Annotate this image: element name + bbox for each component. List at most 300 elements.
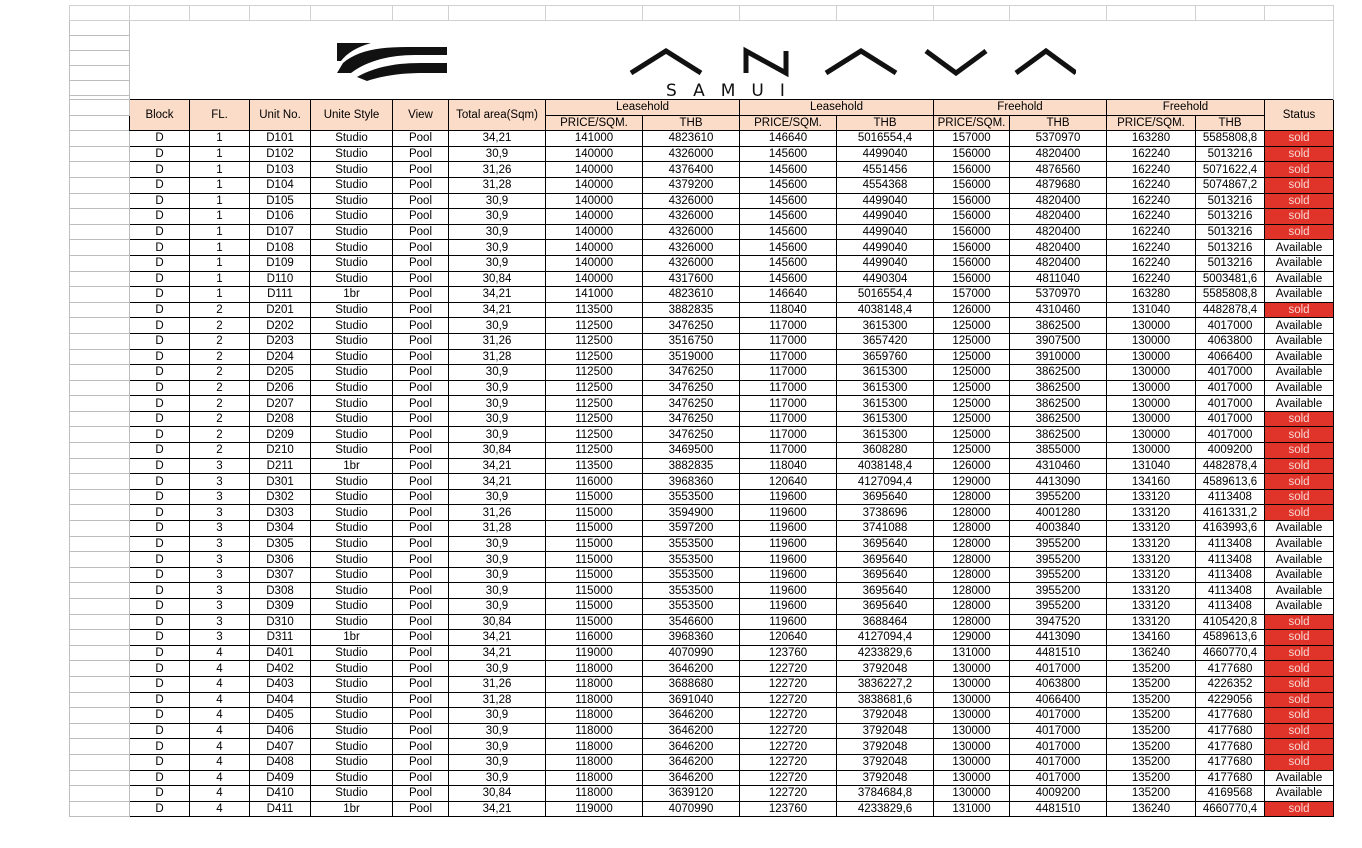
cell-freehold-price-sqm[interactable]: 128000 xyxy=(934,567,1010,583)
cell-freehold2-price-sqm[interactable]: 135200 xyxy=(1107,770,1196,786)
cell-unite-style[interactable]: Studio xyxy=(311,754,393,770)
cell-leasehold2-thb[interactable]: 3792048 xyxy=(837,739,934,755)
cell-freehold-price-sqm[interactable]: 128000 xyxy=(934,536,1010,552)
cell-freehold2-price-sqm[interactable]: 135200 xyxy=(1107,661,1196,677)
cell-freehold-price-sqm[interactable]: 125000 xyxy=(934,396,1010,412)
cell-unit-no[interactable]: D310 xyxy=(250,614,311,630)
cell-unit-no[interactable]: D305 xyxy=(250,536,311,552)
cell-leasehold-thb[interactable]: 3476250 xyxy=(643,318,740,334)
cell-freehold2-thb[interactable]: 4113408 xyxy=(1196,536,1265,552)
cell-view[interactable]: Pool xyxy=(393,676,449,692)
cell-leasehold2-price-sqm[interactable]: 119600 xyxy=(740,521,837,537)
cell-floor[interactable]: 4 xyxy=(190,661,250,677)
cell-view[interactable]: Pool xyxy=(393,411,449,427)
cell-status[interactable]: sold xyxy=(1265,505,1334,521)
cell-block[interactable]: D xyxy=(130,365,190,381)
cell-leasehold-thb[interactable]: 3516750 xyxy=(643,333,740,349)
cell-leasehold-price-sqm[interactable]: 140000 xyxy=(546,271,643,287)
cell-freehold-price-sqm[interactable]: 157000 xyxy=(934,287,1010,303)
cell-freehold-price-sqm[interactable]: 125000 xyxy=(934,380,1010,396)
cell-freehold-price-sqm[interactable]: 156000 xyxy=(934,224,1010,240)
cell-freehold-thb[interactable]: 3910000 xyxy=(1010,349,1107,365)
cell-view[interactable]: Pool xyxy=(393,162,449,178)
cell-freehold2-thb[interactable]: 4113408 xyxy=(1196,489,1265,505)
cell-freehold-thb[interactable]: 3862500 xyxy=(1010,396,1107,412)
cell-freehold2-thb[interactable]: 5013216 xyxy=(1196,224,1265,240)
cell-leasehold2-price-sqm[interactable]: 123760 xyxy=(740,645,837,661)
cell-view[interactable]: Pool xyxy=(393,583,449,599)
cell-leasehold2-thb[interactable]: 4499040 xyxy=(837,224,934,240)
cell-leasehold-price-sqm[interactable]: 118000 xyxy=(546,739,643,755)
cell-block[interactable]: D xyxy=(130,474,190,490)
cell-block[interactable]: D xyxy=(130,224,190,240)
cell-block[interactable]: D xyxy=(130,521,190,537)
cell-leasehold-thb[interactable]: 3594900 xyxy=(643,505,740,521)
row-header[interactable] xyxy=(70,193,130,209)
cell-freehold2-thb[interactable]: 4105420,8 xyxy=(1196,614,1265,630)
cell-leasehold-thb[interactable]: 3646200 xyxy=(643,770,740,786)
cell-unit-no[interactable]: D404 xyxy=(250,692,311,708)
cell-freehold2-thb[interactable]: 4177680 xyxy=(1196,661,1265,677)
cell-total-area[interactable]: 30,9 xyxy=(449,240,546,256)
row-header[interactable] xyxy=(70,427,130,443)
cell-leasehold-price-sqm[interactable]: 118000 xyxy=(546,692,643,708)
cell-floor[interactable]: 2 xyxy=(190,349,250,365)
row-header[interactable] xyxy=(70,396,130,412)
cell-total-area[interactable]: 30,9 xyxy=(449,318,546,334)
cell-total-area[interactable]: 30,9 xyxy=(449,536,546,552)
cell-leasehold-thb[interactable]: 4326000 xyxy=(643,240,740,256)
cell-unit-no[interactable]: D406 xyxy=(250,723,311,739)
cell-freehold2-price-sqm[interactable]: 133120 xyxy=(1107,536,1196,552)
cell-leasehold2-thb[interactable]: 5016554,4 xyxy=(837,131,934,147)
cell-freehold-thb[interactable]: 3955200 xyxy=(1010,567,1107,583)
cell-status[interactable]: Available xyxy=(1265,396,1334,412)
cell-total-area[interactable]: 31,28 xyxy=(449,177,546,193)
cell-freehold-thb[interactable]: 3862500 xyxy=(1010,427,1107,443)
cell-leasehold2-price-sqm[interactable]: 122720 xyxy=(740,786,837,802)
cell-unite-style[interactable]: Studio xyxy=(311,411,393,427)
cell-floor[interactable]: 2 xyxy=(190,333,250,349)
cell-unit-no[interactable]: D102 xyxy=(250,146,311,162)
row-header[interactable] xyxy=(70,661,130,677)
cell-floor[interactable]: 1 xyxy=(190,131,250,147)
cell-unite-style[interactable]: Studio xyxy=(311,333,393,349)
cell-block[interactable]: D xyxy=(130,287,190,303)
cell-status[interactable]: sold xyxy=(1265,630,1334,646)
cell-view[interactable]: Pool xyxy=(393,240,449,256)
cell-total-area[interactable]: 34,21 xyxy=(449,131,546,147)
cell-freehold2-price-sqm[interactable]: 130000 xyxy=(1107,411,1196,427)
header-sub-price-sqm[interactable]: PRICE/SQM. xyxy=(1107,115,1196,131)
cell-leasehold-thb[interactable]: 3882835 xyxy=(643,302,740,318)
cell-block[interactable]: D xyxy=(130,536,190,552)
cell-leasehold2-price-sqm[interactable]: 122720 xyxy=(740,754,837,770)
cell-leasehold-thb[interactable]: 3553500 xyxy=(643,489,740,505)
cell-freehold2-thb[interactable]: 4063800 xyxy=(1196,333,1265,349)
cell-view[interactable]: Pool xyxy=(393,536,449,552)
cell-floor[interactable]: 1 xyxy=(190,240,250,256)
cell-freehold2-thb[interactable]: 4660770,4 xyxy=(1196,801,1265,817)
row-header[interactable] xyxy=(70,240,130,256)
cell-block[interactable]: D xyxy=(130,614,190,630)
cell-block[interactable]: D xyxy=(130,380,190,396)
cell-block[interactable]: D xyxy=(130,162,190,178)
cell-leasehold2-price-sqm[interactable]: 146640 xyxy=(740,287,837,303)
cell-leasehold-thb[interactable]: 3476250 xyxy=(643,365,740,381)
cell-freehold2-price-sqm[interactable]: 135200 xyxy=(1107,676,1196,692)
cell-freehold2-thb[interactable]: 4113408 xyxy=(1196,599,1265,615)
cell-view[interactable]: Pool xyxy=(393,801,449,817)
cell-freehold2-thb[interactable]: 4177680 xyxy=(1196,739,1265,755)
cell-total-area[interactable]: 30,9 xyxy=(449,365,546,381)
cell-freehold-thb[interactable]: 4481510 xyxy=(1010,645,1107,661)
cell-total-area[interactable]: 30,9 xyxy=(449,224,546,240)
cell-freehold2-thb[interactable]: 4017000 xyxy=(1196,380,1265,396)
header-group-freehold-2[interactable]: Freehold xyxy=(1107,100,1265,116)
cell-freehold-price-sqm[interactable]: 130000 xyxy=(934,723,1010,739)
cell-view[interactable]: Pool xyxy=(393,505,449,521)
cell-freehold2-thb[interactable]: 4009200 xyxy=(1196,443,1265,459)
cell-floor[interactable]: 1 xyxy=(190,209,250,225)
cell-floor[interactable]: 1 xyxy=(190,287,250,303)
cell-freehold2-thb[interactable]: 4161331,2 xyxy=(1196,505,1265,521)
cell-leasehold-thb[interactable]: 3646200 xyxy=(643,723,740,739)
cell-floor[interactable]: 1 xyxy=(190,193,250,209)
cell-unite-style[interactable]: Studio xyxy=(311,240,393,256)
cell-freehold2-thb[interactable]: 4482878,4 xyxy=(1196,302,1265,318)
cell-status[interactable]: Available xyxy=(1265,536,1334,552)
cell-freehold-price-sqm[interactable]: 130000 xyxy=(934,692,1010,708)
cell-leasehold-price-sqm[interactable]: 112500 xyxy=(546,333,643,349)
cell-leasehold2-price-sqm[interactable]: 119600 xyxy=(740,489,837,505)
cell-total-area[interactable]: 30,84 xyxy=(449,786,546,802)
cell-total-area[interactable]: 31,28 xyxy=(449,692,546,708)
cell-leasehold-thb[interactable]: 4070990 xyxy=(643,645,740,661)
cell-leasehold-price-sqm[interactable]: 140000 xyxy=(546,146,643,162)
cell-leasehold2-thb[interactable]: 3784684,8 xyxy=(837,786,934,802)
cell-total-area[interactable]: 30,9 xyxy=(449,754,546,770)
cell-block[interactable]: D xyxy=(130,599,190,615)
cell-floor[interactable]: 1 xyxy=(190,224,250,240)
header-sub-thb[interactable]: THB xyxy=(837,115,934,131)
cell-total-area[interactable]: 34,21 xyxy=(449,474,546,490)
cell-leasehold2-thb[interactable]: 3615300 xyxy=(837,411,934,427)
cell-unit-no[interactable]: D203 xyxy=(250,333,311,349)
cell-freehold2-thb[interactable]: 4177680 xyxy=(1196,754,1265,770)
cell-floor[interactable]: 4 xyxy=(190,754,250,770)
cell-total-area[interactable]: 34,21 xyxy=(449,801,546,817)
cell-unite-style[interactable]: Studio xyxy=(311,193,393,209)
cell-unite-style[interactable]: Studio xyxy=(311,271,393,287)
cell-freehold2-price-sqm[interactable]: 131040 xyxy=(1107,302,1196,318)
cell-leasehold2-thb[interactable]: 4499040 xyxy=(837,209,934,225)
cell-unit-no[interactable]: D307 xyxy=(250,567,311,583)
cell-freehold2-price-sqm[interactable]: 130000 xyxy=(1107,365,1196,381)
cell-freehold-thb[interactable]: 5370970 xyxy=(1010,287,1107,303)
cell-block[interactable]: D xyxy=(130,458,190,474)
cell-leasehold-thb[interactable]: 3688680 xyxy=(643,676,740,692)
cell-unite-style[interactable]: Studio xyxy=(311,521,393,537)
cell-freehold-thb[interactable]: 4017000 xyxy=(1010,723,1107,739)
cell-freehold-price-sqm[interactable]: 128000 xyxy=(934,583,1010,599)
cell-leasehold-thb[interactable]: 4823610 xyxy=(643,131,740,147)
cell-unite-style[interactable]: Studio xyxy=(311,599,393,615)
cell-freehold2-price-sqm[interactable]: 131040 xyxy=(1107,458,1196,474)
cell-total-area[interactable]: 30,84 xyxy=(449,271,546,287)
row-header[interactable] xyxy=(70,287,130,303)
cell-freehold2-thb[interactable]: 4017000 xyxy=(1196,318,1265,334)
row-header[interactable] xyxy=(70,131,130,147)
cell-unite-style[interactable]: Studio xyxy=(311,645,393,661)
cell-freehold2-thb[interactable]: 5013216 xyxy=(1196,209,1265,225)
cell-freehold2-price-sqm[interactable]: 130000 xyxy=(1107,380,1196,396)
cell-unite-style[interactable]: Studio xyxy=(311,365,393,381)
row-header[interactable] xyxy=(70,365,130,381)
header-sub-thb[interactable]: THB xyxy=(643,115,740,131)
cell-leasehold-price-sqm[interactable]: 140000 xyxy=(546,255,643,271)
cell-block[interactable]: D xyxy=(130,177,190,193)
cell-freehold-price-sqm[interactable]: 156000 xyxy=(934,193,1010,209)
cell-view[interactable]: Pool xyxy=(393,489,449,505)
cell-freehold2-price-sqm[interactable]: 133120 xyxy=(1107,614,1196,630)
cell-leasehold2-price-sqm[interactable]: 118040 xyxy=(740,458,837,474)
cell-block[interactable]: D xyxy=(130,739,190,755)
cell-total-area[interactable]: 31,26 xyxy=(449,676,546,692)
row-header[interactable] xyxy=(70,349,130,365)
cell-leasehold2-price-sqm[interactable]: 145600 xyxy=(740,146,837,162)
cell-leasehold2-thb[interactable]: 3738696 xyxy=(837,505,934,521)
cell-total-area[interactable]: 31,28 xyxy=(449,521,546,537)
cell-leasehold2-price-sqm[interactable]: 145600 xyxy=(740,209,837,225)
cell-freehold-price-sqm[interactable]: 156000 xyxy=(934,162,1010,178)
cell-freehold-price-sqm[interactable]: 156000 xyxy=(934,271,1010,287)
cell-leasehold2-thb[interactable]: 3792048 xyxy=(837,723,934,739)
cell-status[interactable]: sold xyxy=(1265,474,1334,490)
cell-leasehold-thb[interactable]: 3691040 xyxy=(643,692,740,708)
header-sub-price-sqm[interactable]: PRICE/SQM. xyxy=(740,115,837,131)
cell-block[interactable]: D xyxy=(130,318,190,334)
cell-floor[interactable]: 4 xyxy=(190,739,250,755)
row-header[interactable] xyxy=(70,692,130,708)
cell-unite-style[interactable]: Studio xyxy=(311,614,393,630)
cell-status[interactable]: sold xyxy=(1265,146,1334,162)
cell-leasehold-thb[interactable]: 3476250 xyxy=(643,396,740,412)
cell-leasehold-price-sqm[interactable]: 115000 xyxy=(546,614,643,630)
cell-leasehold2-price-sqm[interactable]: 120640 xyxy=(740,630,837,646)
cell-freehold-price-sqm[interactable]: 128000 xyxy=(934,521,1010,537)
cell-leasehold2-price-sqm[interactable]: 119600 xyxy=(740,614,837,630)
cell-unit-no[interactable]: D308 xyxy=(250,583,311,599)
cell-leasehold2-price-sqm[interactable]: 145600 xyxy=(740,224,837,240)
cell-view[interactable]: Pool xyxy=(393,474,449,490)
cell-freehold2-thb[interactable]: 5585808,8 xyxy=(1196,131,1265,147)
cell-freehold-thb[interactable]: 4063800 xyxy=(1010,676,1107,692)
cell-view[interactable]: Pool xyxy=(393,708,449,724)
cell-floor[interactable]: 2 xyxy=(190,365,250,381)
cell-leasehold-thb[interactable]: 3646200 xyxy=(643,661,740,677)
cell-freehold2-price-sqm[interactable]: 162240 xyxy=(1107,177,1196,193)
cell-leasehold2-thb[interactable]: 4233829,6 xyxy=(837,645,934,661)
cell-leasehold2-price-sqm[interactable]: 119600 xyxy=(740,583,837,599)
cell-view[interactable]: Pool xyxy=(393,396,449,412)
cell-leasehold-price-sqm[interactable]: 112500 xyxy=(546,349,643,365)
cell-unit-no[interactable]: D205 xyxy=(250,365,311,381)
cell-leasehold-price-sqm[interactable]: 112500 xyxy=(546,318,643,334)
cell-leasehold-price-sqm[interactable]: 112500 xyxy=(546,380,643,396)
cell-freehold-price-sqm[interactable]: 126000 xyxy=(934,458,1010,474)
cell-freehold2-price-sqm[interactable]: 162240 xyxy=(1107,209,1196,225)
cell-floor[interactable]: 3 xyxy=(190,521,250,537)
cell-leasehold2-price-sqm[interactable]: 120640 xyxy=(740,474,837,490)
cell-status[interactable]: Available xyxy=(1265,583,1334,599)
cell-status[interactable]: sold xyxy=(1265,489,1334,505)
cell-block[interactable]: D xyxy=(130,645,190,661)
cell-floor[interactable]: 3 xyxy=(190,474,250,490)
cell-view[interactable]: Pool xyxy=(393,692,449,708)
cell-freehold-price-sqm[interactable]: 156000 xyxy=(934,255,1010,271)
cell-freehold-thb[interactable]: 3955200 xyxy=(1010,599,1107,615)
cell-leasehold2-price-sqm[interactable]: 145600 xyxy=(740,271,837,287)
cell-unite-style[interactable]: Studio xyxy=(311,723,393,739)
row-header[interactable] xyxy=(70,209,130,225)
cell-view[interactable]: Pool xyxy=(393,599,449,615)
cell-freehold2-thb[interactable]: 4229056 xyxy=(1196,692,1265,708)
cell-total-area[interactable]: 30,9 xyxy=(449,209,546,225)
cell-freehold-thb[interactable]: 3955200 xyxy=(1010,583,1107,599)
cell-view[interactable]: Pool xyxy=(393,630,449,646)
cell-unite-style[interactable]: Studio xyxy=(311,443,393,459)
row-header[interactable] xyxy=(70,318,130,334)
cell-leasehold-price-sqm[interactable]: 140000 xyxy=(546,224,643,240)
cell-status[interactable]: sold xyxy=(1265,692,1334,708)
cell-floor[interactable]: 3 xyxy=(190,567,250,583)
cell-unite-style[interactable]: Studio xyxy=(311,209,393,225)
cell-freehold2-price-sqm[interactable]: 133120 xyxy=(1107,552,1196,568)
cell-leasehold-thb[interactable]: 4326000 xyxy=(643,209,740,225)
cell-total-area[interactable]: 34,21 xyxy=(449,645,546,661)
cell-block[interactable]: D xyxy=(130,443,190,459)
row-header[interactable] xyxy=(70,521,130,537)
cell-total-area[interactable]: 30,9 xyxy=(449,567,546,583)
cell-total-area[interactable]: 30,9 xyxy=(449,739,546,755)
cell-unit-no[interactable]: D407 xyxy=(250,739,311,755)
cell-leasehold-price-sqm[interactable]: 119000 xyxy=(546,801,643,817)
cell-leasehold2-price-sqm[interactable]: 122720 xyxy=(740,661,837,677)
cell-unit-no[interactable]: D401 xyxy=(250,645,311,661)
cell-status[interactable]: Available xyxy=(1265,599,1334,615)
cell-view[interactable]: Pool xyxy=(393,443,449,459)
cell-view[interactable]: Pool xyxy=(393,131,449,147)
cell-leasehold-thb[interactable]: 3597200 xyxy=(643,521,740,537)
cell-leasehold2-thb[interactable]: 4127094,4 xyxy=(837,474,934,490)
cell-status[interactable]: sold xyxy=(1265,302,1334,318)
cell-freehold2-thb[interactable]: 4660770,4 xyxy=(1196,645,1265,661)
cell-leasehold-price-sqm[interactable]: 116000 xyxy=(546,630,643,646)
cell-view[interactable]: Pool xyxy=(393,723,449,739)
cell-status[interactable]: Available xyxy=(1265,365,1334,381)
cell-leasehold-price-sqm[interactable]: 112500 xyxy=(546,427,643,443)
cell-leasehold-thb[interactable]: 3469500 xyxy=(643,443,740,459)
cell-leasehold2-price-sqm[interactable]: 119600 xyxy=(740,567,837,583)
cell-leasehold2-thb[interactable]: 3688464 xyxy=(837,614,934,630)
cell-unite-style[interactable]: Studio xyxy=(311,567,393,583)
cell-leasehold2-thb[interactable]: 3695640 xyxy=(837,552,934,568)
cell-freehold-thb[interactable]: 4001280 xyxy=(1010,505,1107,521)
cell-leasehold2-thb[interactable]: 4499040 xyxy=(837,255,934,271)
cell-view[interactable]: Pool xyxy=(393,255,449,271)
cell-status[interactable]: Available xyxy=(1265,255,1334,271)
cell-leasehold-price-sqm[interactable]: 118000 xyxy=(546,708,643,724)
cell-leasehold-price-sqm[interactable]: 119000 xyxy=(546,645,643,661)
cell-status[interactable]: sold xyxy=(1265,193,1334,209)
cell-unite-style[interactable]: Studio xyxy=(311,131,393,147)
row-header[interactable] xyxy=(70,380,130,396)
cell-freehold-price-sqm[interactable]: 131000 xyxy=(934,645,1010,661)
cell-leasehold-price-sqm[interactable]: 140000 xyxy=(546,162,643,178)
cell-freehold-price-sqm[interactable]: 126000 xyxy=(934,302,1010,318)
cell-freehold2-thb[interactable]: 4589613,6 xyxy=(1196,474,1265,490)
cell-freehold2-price-sqm[interactable]: 162240 xyxy=(1107,255,1196,271)
cell-leasehold-price-sqm[interactable]: 116000 xyxy=(546,474,643,490)
cell-total-area[interactable]: 30,9 xyxy=(449,427,546,443)
cell-unit-no[interactable]: D103 xyxy=(250,162,311,178)
cell-unite-style[interactable]: Studio xyxy=(311,162,393,178)
cell-unite-style[interactable]: Studio xyxy=(311,349,393,365)
cell-total-area[interactable]: 30,9 xyxy=(449,708,546,724)
cell-freehold2-price-sqm[interactable]: 162240 xyxy=(1107,271,1196,287)
row-header[interactable] xyxy=(70,770,130,786)
cell-freehold2-price-sqm[interactable]: 163280 xyxy=(1107,287,1196,303)
cell-status[interactable]: sold xyxy=(1265,177,1334,193)
cell-leasehold2-price-sqm[interactable]: 117000 xyxy=(740,380,837,396)
cell-leasehold-price-sqm[interactable]: 118000 xyxy=(546,676,643,692)
cell-unit-no[interactable]: D111 xyxy=(250,287,311,303)
cell-unite-style[interactable]: Studio xyxy=(311,676,393,692)
cell-leasehold-thb[interactable]: 3646200 xyxy=(643,739,740,755)
cell-freehold2-thb[interactable]: 4177680 xyxy=(1196,708,1265,724)
cell-leasehold-price-sqm[interactable]: 113500 xyxy=(546,302,643,318)
cell-leasehold-thb[interactable]: 3882835 xyxy=(643,458,740,474)
cell-block[interactable]: D xyxy=(130,692,190,708)
cell-total-area[interactable]: 34,21 xyxy=(449,458,546,474)
cell-floor[interactable]: 2 xyxy=(190,427,250,443)
cell-freehold2-thb[interactable]: 4169568 xyxy=(1196,786,1265,802)
cell-unite-style[interactable]: 1br xyxy=(311,801,393,817)
cell-total-area[interactable]: 31,26 xyxy=(449,333,546,349)
row-header[interactable] xyxy=(70,754,130,770)
cell-leasehold2-thb[interactable]: 4499040 xyxy=(837,193,934,209)
cell-leasehold-thb[interactable]: 4823610 xyxy=(643,287,740,303)
cell-freehold-price-sqm[interactable]: 129000 xyxy=(934,630,1010,646)
cell-block[interactable]: D xyxy=(130,583,190,599)
cell-freehold-thb[interactable]: 3855000 xyxy=(1010,443,1107,459)
cell-leasehold-price-sqm[interactable]: 141000 xyxy=(546,131,643,147)
cell-total-area[interactable]: 30,9 xyxy=(449,661,546,677)
cell-unit-no[interactable]: D110 xyxy=(250,271,311,287)
cell-unit-no[interactable]: D204 xyxy=(250,349,311,365)
cell-block[interactable]: D xyxy=(130,770,190,786)
header-unite-style[interactable]: Unite Style xyxy=(311,100,393,131)
row-header[interactable] xyxy=(70,583,130,599)
cell-unit-no[interactable]: D411 xyxy=(250,801,311,817)
cell-leasehold2-price-sqm[interactable]: 122720 xyxy=(740,739,837,755)
cell-floor[interactable]: 2 xyxy=(190,380,250,396)
cell-leasehold2-price-sqm[interactable]: 118040 xyxy=(740,302,837,318)
cell-freehold2-price-sqm[interactable]: 130000 xyxy=(1107,396,1196,412)
cell-total-area[interactable]: 30,84 xyxy=(449,614,546,630)
cell-leasehold2-price-sqm[interactable]: 119600 xyxy=(740,599,837,615)
